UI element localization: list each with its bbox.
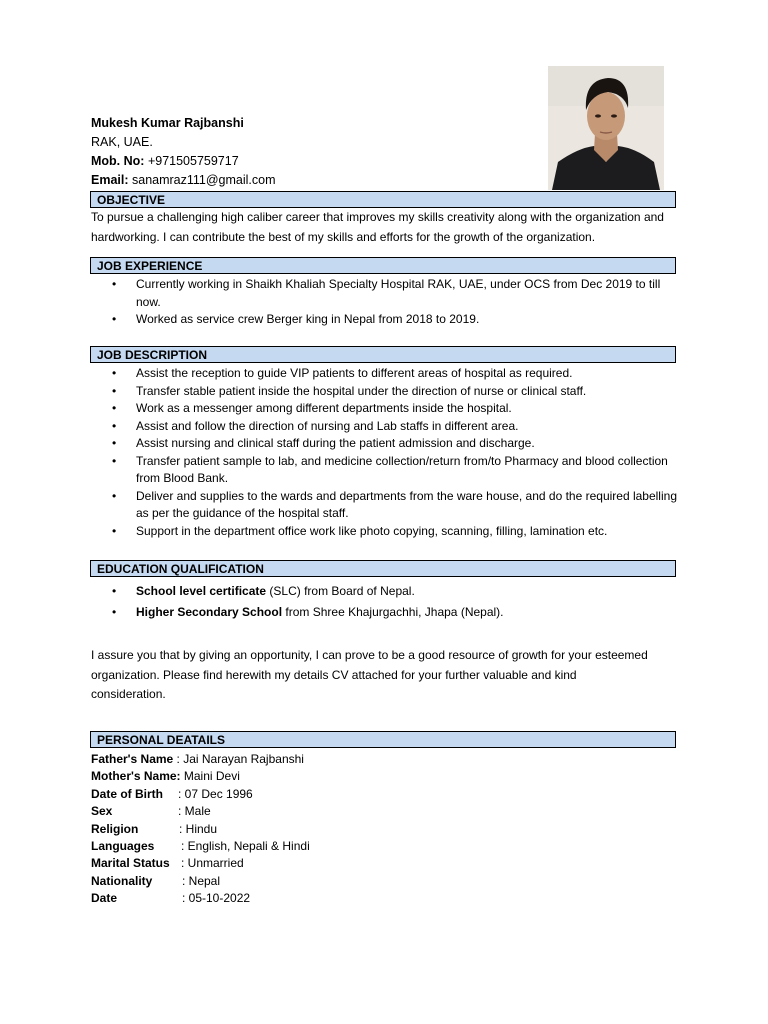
job-description-list (91, 365, 681, 540)
detail-label: Date of Birth (91, 786, 163, 801)
education-heading: EDUCATION QUALIFICATION (90, 560, 676, 577)
detail-row (91, 751, 304, 768)
detail-row (91, 803, 304, 820)
detail-row (91, 873, 304, 890)
detail-value: : 07 Dec 1996 (178, 786, 253, 801)
candidate-name: Mukesh Kumar Rajbanshi (91, 116, 244, 130)
email-line (91, 171, 276, 190)
list-item: • Transfer stable patient inside the hospital under the direction of nurse or clinical staff. (91, 383, 681, 401)
detail-row (91, 821, 304, 838)
job-experience-heading: JOB EXPERIENCE (90, 257, 676, 274)
mobile-line (91, 152, 276, 171)
closing-paragraph: I assure you that by giving an opportunity, I can prove to be a good resource of growth for your esteemed organization. Please find herewith my details CV attached for your further valuable and kind consideration. (91, 648, 648, 701)
detail-value: : English, Nepali & Hindi (181, 838, 310, 853)
personal-details-table (91, 751, 310, 908)
list-item: • Transfer patient sample to lab, and medicine collection/return from/to Pharmacy and blood collection from Blood Bank. (91, 453, 681, 488)
personal-details-heading: PERSONAL DEATAILS (90, 731, 676, 748)
detail-label: Languages (91, 838, 155, 853)
list-item: • Work as a messenger among different departments inside the hospital. (91, 400, 681, 418)
list-item: • Currently working in Shaikh Khaliah Specialty Hospital RAK, UAE, under OCS from Dec 2019 to till now. (91, 276, 681, 311)
detail-label: Sex (91, 804, 113, 819)
list-item: • Assist and follow the direction of nursing and Lab staffs in different area. (91, 418, 681, 436)
detail-row (91, 855, 304, 872)
job-experience-list (91, 276, 681, 329)
mobile-label: Mob. No: (91, 154, 145, 168)
list-item (91, 602, 681, 623)
detail-label: Marital Status (91, 856, 170, 871)
education-item-detail: (SLC) from Board of Nepal. (266, 584, 415, 598)
detail-value: : 05-10-2022 (182, 891, 251, 906)
detail-value: : Hindu (179, 821, 218, 836)
list-item: • Support in the department office work like photo copying, scanning, filling, lamination etc. (91, 523, 681, 541)
detail-row (91, 890, 304, 907)
detail-label: Mother's Name: (91, 769, 181, 784)
education-item-title: School level certificate (136, 584, 267, 598)
objective-heading: OBJECTIVE (90, 191, 676, 208)
detail-value: Maini Devi (180, 769, 240, 784)
detail-value: : Jai Narayan Rajbanshi (173, 752, 304, 766)
list-item: • Assist nursing and clinical staff during the patient admission and discharge. (91, 435, 681, 453)
profile-photo (548, 66, 664, 190)
objective-text: To pursue a challenging high caliber career that improves my skills creativity along with the organization and hardworking. I can contribute the best of my skills and efforts for the growth of the organization. (91, 210, 664, 244)
list-item (91, 581, 681, 602)
detail-label: Nationality (91, 873, 153, 888)
contact-header (91, 114, 276, 190)
email-label: Email: (91, 173, 129, 187)
mobile-value: +971505759717 (144, 154, 239, 168)
detail-value: : Male (178, 804, 211, 819)
detail-value: : Unmarried (181, 856, 244, 871)
candidate-location: RAK, UAE. (91, 135, 153, 149)
education-item-detail: from Shree Khajurgachhi, Jhapa (Nepal). (282, 605, 504, 619)
list-item: • Assist the reception to guide VIP patients to different areas of hospital as required. (91, 365, 681, 383)
detail-value: : Nepal (182, 873, 221, 888)
job-description-heading: JOB DESCRIPTION (90, 346, 676, 363)
list-item: • Deliver and supplies to the wards and departments from the ware house, and do the required labelling as per the guidance of the hospital staff. (91, 488, 681, 523)
detail-label: Date (91, 891, 118, 906)
email-value: sanamraz111@gmail.com (128, 173, 276, 187)
detail-label: Religion (91, 821, 139, 836)
detail-label: Father's Name (91, 752, 174, 766)
detail-row (91, 768, 304, 785)
list-item: • Worked as service crew Berger king in Nepal from 2018 to 2019. (91, 311, 681, 329)
education-item-title: Higher Secondary School (136, 605, 283, 619)
education-list (91, 581, 681, 623)
detail-row (91, 786, 304, 803)
detail-row (91, 838, 310, 855)
